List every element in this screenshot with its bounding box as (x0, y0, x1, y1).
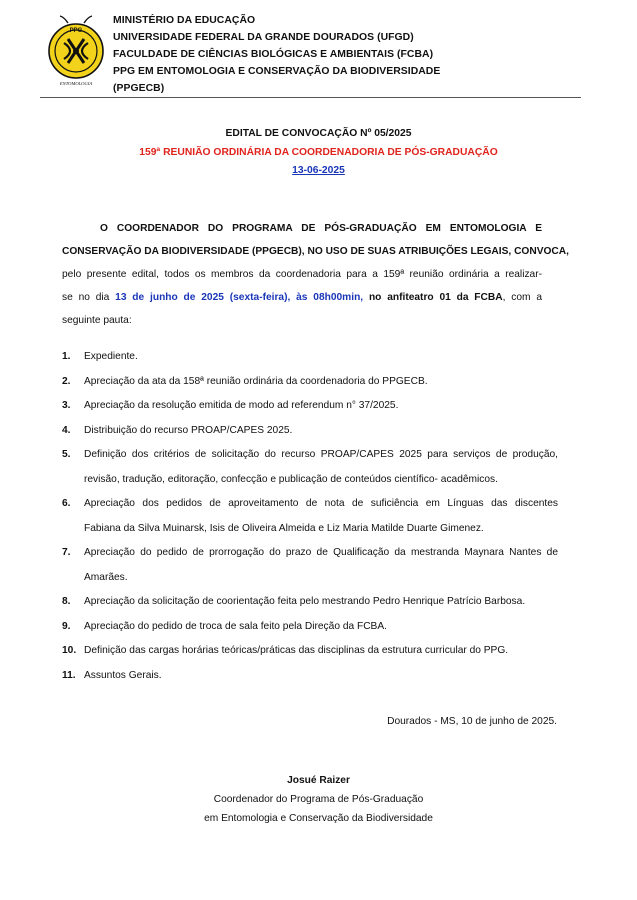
agenda-item (62, 590, 558, 615)
agenda-list (62, 345, 558, 688)
convocation-paragraph (62, 217, 569, 332)
agenda-item-line-1: Apreciação dos pedidos de aproveitamento de nota de suficiência em Línguas das discentes (84, 498, 558, 509)
agenda-item-text (84, 443, 558, 492)
agenda-item (62, 639, 558, 664)
header-divider (40, 97, 581, 98)
paragraph-line-2: CONSERVAÇÃO DA BIODIVERSIDADE (PPGECB), NO USO DE SUAS ATRIBUIÇÕES LEGAIS, CONVOCA, (62, 246, 569, 257)
agenda-item-text: Definição das cargas horárias teóricas/práticas das disciplinas da estrutura curricular do PPG. (84, 645, 509, 656)
agenda-item-number: 3. (62, 400, 71, 411)
agenda-item (62, 419, 558, 444)
agenda-item-line-1: Definição dos critérios de solicitação do recurso PROAP/CAPES 2025 para serviços de produção, (84, 449, 558, 460)
agenda-item-line-2: Fabiana da Silva Muinarsk, Isis de Oliveira Almeida e Liz Maria Matilde Duarte Gimenez. (84, 522, 484, 534)
meeting-location: no anfiteatro 01 da FCBA (368, 292, 503, 303)
logo-antenna-left (60, 16, 68, 23)
logo-text-bottom: ENTOMOLOGIA (59, 81, 93, 86)
agenda-item-number: 6. (62, 498, 71, 509)
agenda-item-number: 8. (62, 596, 71, 607)
agenda-item-number: 1. (62, 351, 71, 362)
agenda-item-line-2: revisão, tradução, editoração, confecção e publicação de conteúdos científico- acadêmicos. (84, 473, 498, 485)
paragraph-line-4-start: se no dia (62, 292, 116, 303)
meeting-date: 13-06-2025 (292, 165, 345, 176)
signer-role-line-2: em Entomologia e Conservação da Biodiversidade (204, 813, 433, 824)
agenda-item-text: Apreciação da solicitação de coorientação feita pelo mestrando Pedro Henrique Patrício Barbosa. (84, 596, 526, 607)
agenda-item (62, 394, 558, 419)
meeting-datetime: 13 de junho de 2025 (sexta-feira), às 08h00min, (115, 292, 364, 303)
agenda-item-number: 11. (62, 669, 76, 681)
header-line-1: MINISTÉRIO DA EDUCAÇÃO (113, 15, 256, 26)
header-line-3: FACULDADE DE CIÊNCIAS BIOLÓGICAS E AMBIENTAIS (FCBA) (113, 49, 434, 60)
agenda-item-text (84, 492, 558, 541)
signer-role-line-1: Coordenador do Programa de Pós-Graduação (213, 794, 424, 805)
header-line-5: (PPGECB) (113, 83, 165, 94)
agenda-item-number: 4. (62, 424, 71, 436)
agenda-item-line-1: Apreciação do pedido de prorrogação do prazo de Qualificação da mestranda Maynara Nantes de (84, 547, 558, 558)
paragraph-line-5: seguinte pauta: (62, 315, 132, 326)
meeting-title: 159ª REUNIÃO ORDINÁRIA DA COORDENADORIA DE PÓS-GRADUAÇÃO (139, 147, 498, 158)
logo-insect-head (73, 48, 79, 54)
paragraph-line-3: pelo presente edital, todos os membros da coordenadoria para a 159ª reunião ordinária a realizar- (62, 269, 542, 280)
agenda-item (62, 345, 558, 370)
agenda-item (62, 443, 558, 492)
agenda-item-text: Assuntos Gerais. (84, 669, 162, 681)
place-and-date: Dourados - MS, 10 de junho de 2025. (387, 716, 557, 727)
agenda-item (62, 664, 558, 689)
logo-text-top: PPG (69, 28, 83, 34)
paragraph-line-1: O COORDENADOR DO PROGRAMA DE PÓS-GRADUAÇÃO EM ENTOMOLOGIA E (100, 223, 542, 234)
agenda-item-text: Apreciação do pedido de troca de sala feito pela Direção da FCBA. (84, 620, 387, 632)
agenda-item-number: 2. (62, 375, 71, 387)
agenda-item-text: Expediente. (84, 351, 138, 362)
agenda-item-number: 10. (62, 645, 77, 656)
agenda-item-text: Apreciação da ata da 158ª reunião ordinária da coordenadoria do PPGECB. (84, 375, 428, 387)
agenda-item-text: Apreciação da resolução emitida de modo ad referendum n° 37/2025. (84, 400, 399, 411)
agenda-item (62, 370, 558, 395)
agenda-item (62, 615, 558, 640)
header-line-2: UNIVERSIDADE FEDERAL DA GRANDE DOURADOS (UFGD) (113, 32, 414, 43)
signer-name: Josué Raizer (287, 775, 350, 786)
paragraph-line-4 (62, 286, 542, 309)
header-line-4: PPG EM ENTOMOLOGIA E CONSERVAÇÃO DA BIODIVERSIDADE (113, 66, 441, 77)
edital-title: EDITAL DE CONVOCAÇÃO Nº 05/2025 (225, 128, 412, 139)
agenda-item-number: 7. (62, 547, 71, 558)
agenda-item-text (84, 541, 558, 590)
logo-antenna-right (84, 16, 92, 23)
agenda-item (62, 492, 558, 541)
institution-header (113, 12, 440, 97)
agenda-item-line-2: Amarães. (84, 571, 128, 583)
agenda-item (62, 541, 558, 590)
agenda-item-number: 5. (62, 449, 71, 460)
paragraph-line-4-end: , com a (502, 292, 542, 303)
ppg-entomologia-logo (46, 13, 106, 89)
agenda-item-text: Distribuição do recurso PROAP/CAPES 2025. (84, 424, 293, 436)
agenda-item-number: 9. (62, 620, 71, 632)
